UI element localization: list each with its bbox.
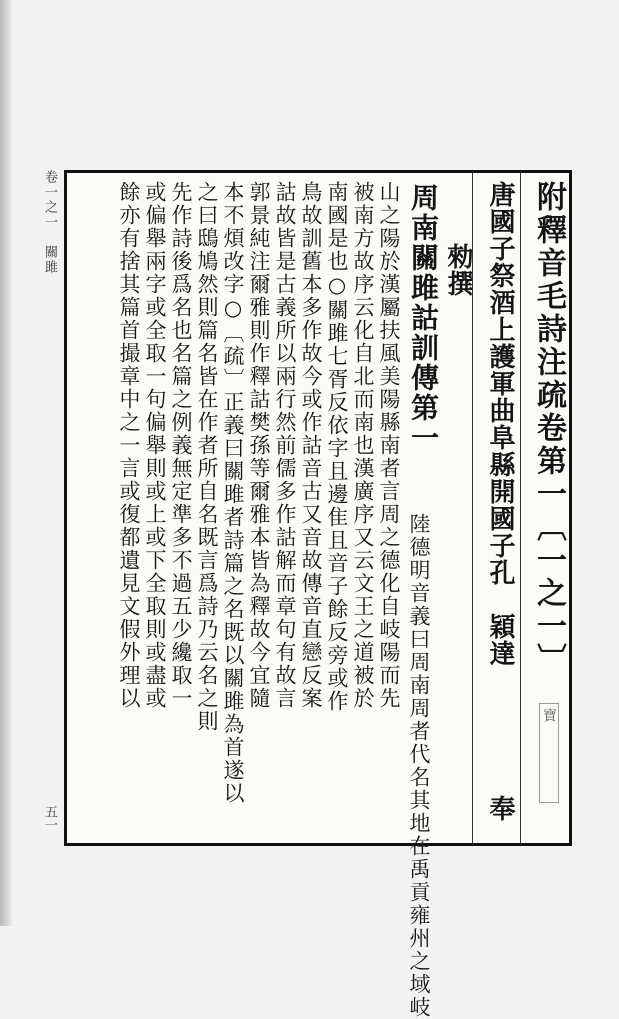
column-rule — [520, 173, 521, 843]
margin-chapter-label: 卷一之一 關雎 — [42, 170, 57, 275]
collector-seal: 寶 — [539, 703, 559, 803]
attribution-suffix: 奉 — [485, 795, 515, 822]
text-block — [64, 170, 572, 1019]
body-column: 鳥故訓舊本多作故今或作詁音古又音故傳音直戀反案 — [299, 181, 323, 710]
imperial-commission: 勑撰 — [443, 243, 473, 297]
column-rule — [472, 173, 473, 843]
body-column: 陸德明音義曰周南周者代名其地在禹貢雍州之域岐 — [407, 513, 431, 1019]
page-shadow-edge — [0, 0, 12, 926]
body-column: 本不煩改字○〔疏〕正義曰關雎者詩篇之名既以關雎為首遂以 — [221, 181, 245, 805]
body-column: 被南方故序云化自北而南也漢廣序又云文王之道被於 — [351, 181, 375, 710]
author-attribution: 唐國子祭酒上護軍曲阜縣開國子孔 穎達 — [485, 181, 515, 667]
body-column: 先作詩後爲名也名篇之例義無定準多不過五少纔取一 — [169, 181, 193, 710]
body-column: 山之陽於漢屬扶風美陽縣南者言周之德化自岐陽而先 — [377, 181, 401, 710]
body-column: 詁故皆是古義所以兩行然前儒多作詁解而章句有故言 — [273, 181, 297, 710]
body-column: 之曰鴟鳩然則篇名皆在作者所自名既言爲詩乃云名之則 — [195, 181, 219, 733]
body-column: 郭景純注爾雅則作釋詁樊孫等爾雅本皆為釋故今宜隨 — [247, 181, 271, 710]
page-number: 五一 — [42, 805, 57, 831]
body-column: 餘亦有捨其篇首撮章中之一言或復都遺見文假外理以 — [117, 181, 141, 710]
volume-title: 附釋音毛詩注疏卷第一〔一之一〕 — [531, 181, 566, 676]
chapter-heading: 周南關雎詁訓傳第一 — [407, 183, 440, 453]
body-column: 或偏舉兩字或全取一句偏舉則或上或下全取則或盡或 — [143, 181, 167, 710]
body-column: 南國是也○關雎七胥反依字且邊隹且音子餘反旁或作 — [325, 181, 349, 713]
